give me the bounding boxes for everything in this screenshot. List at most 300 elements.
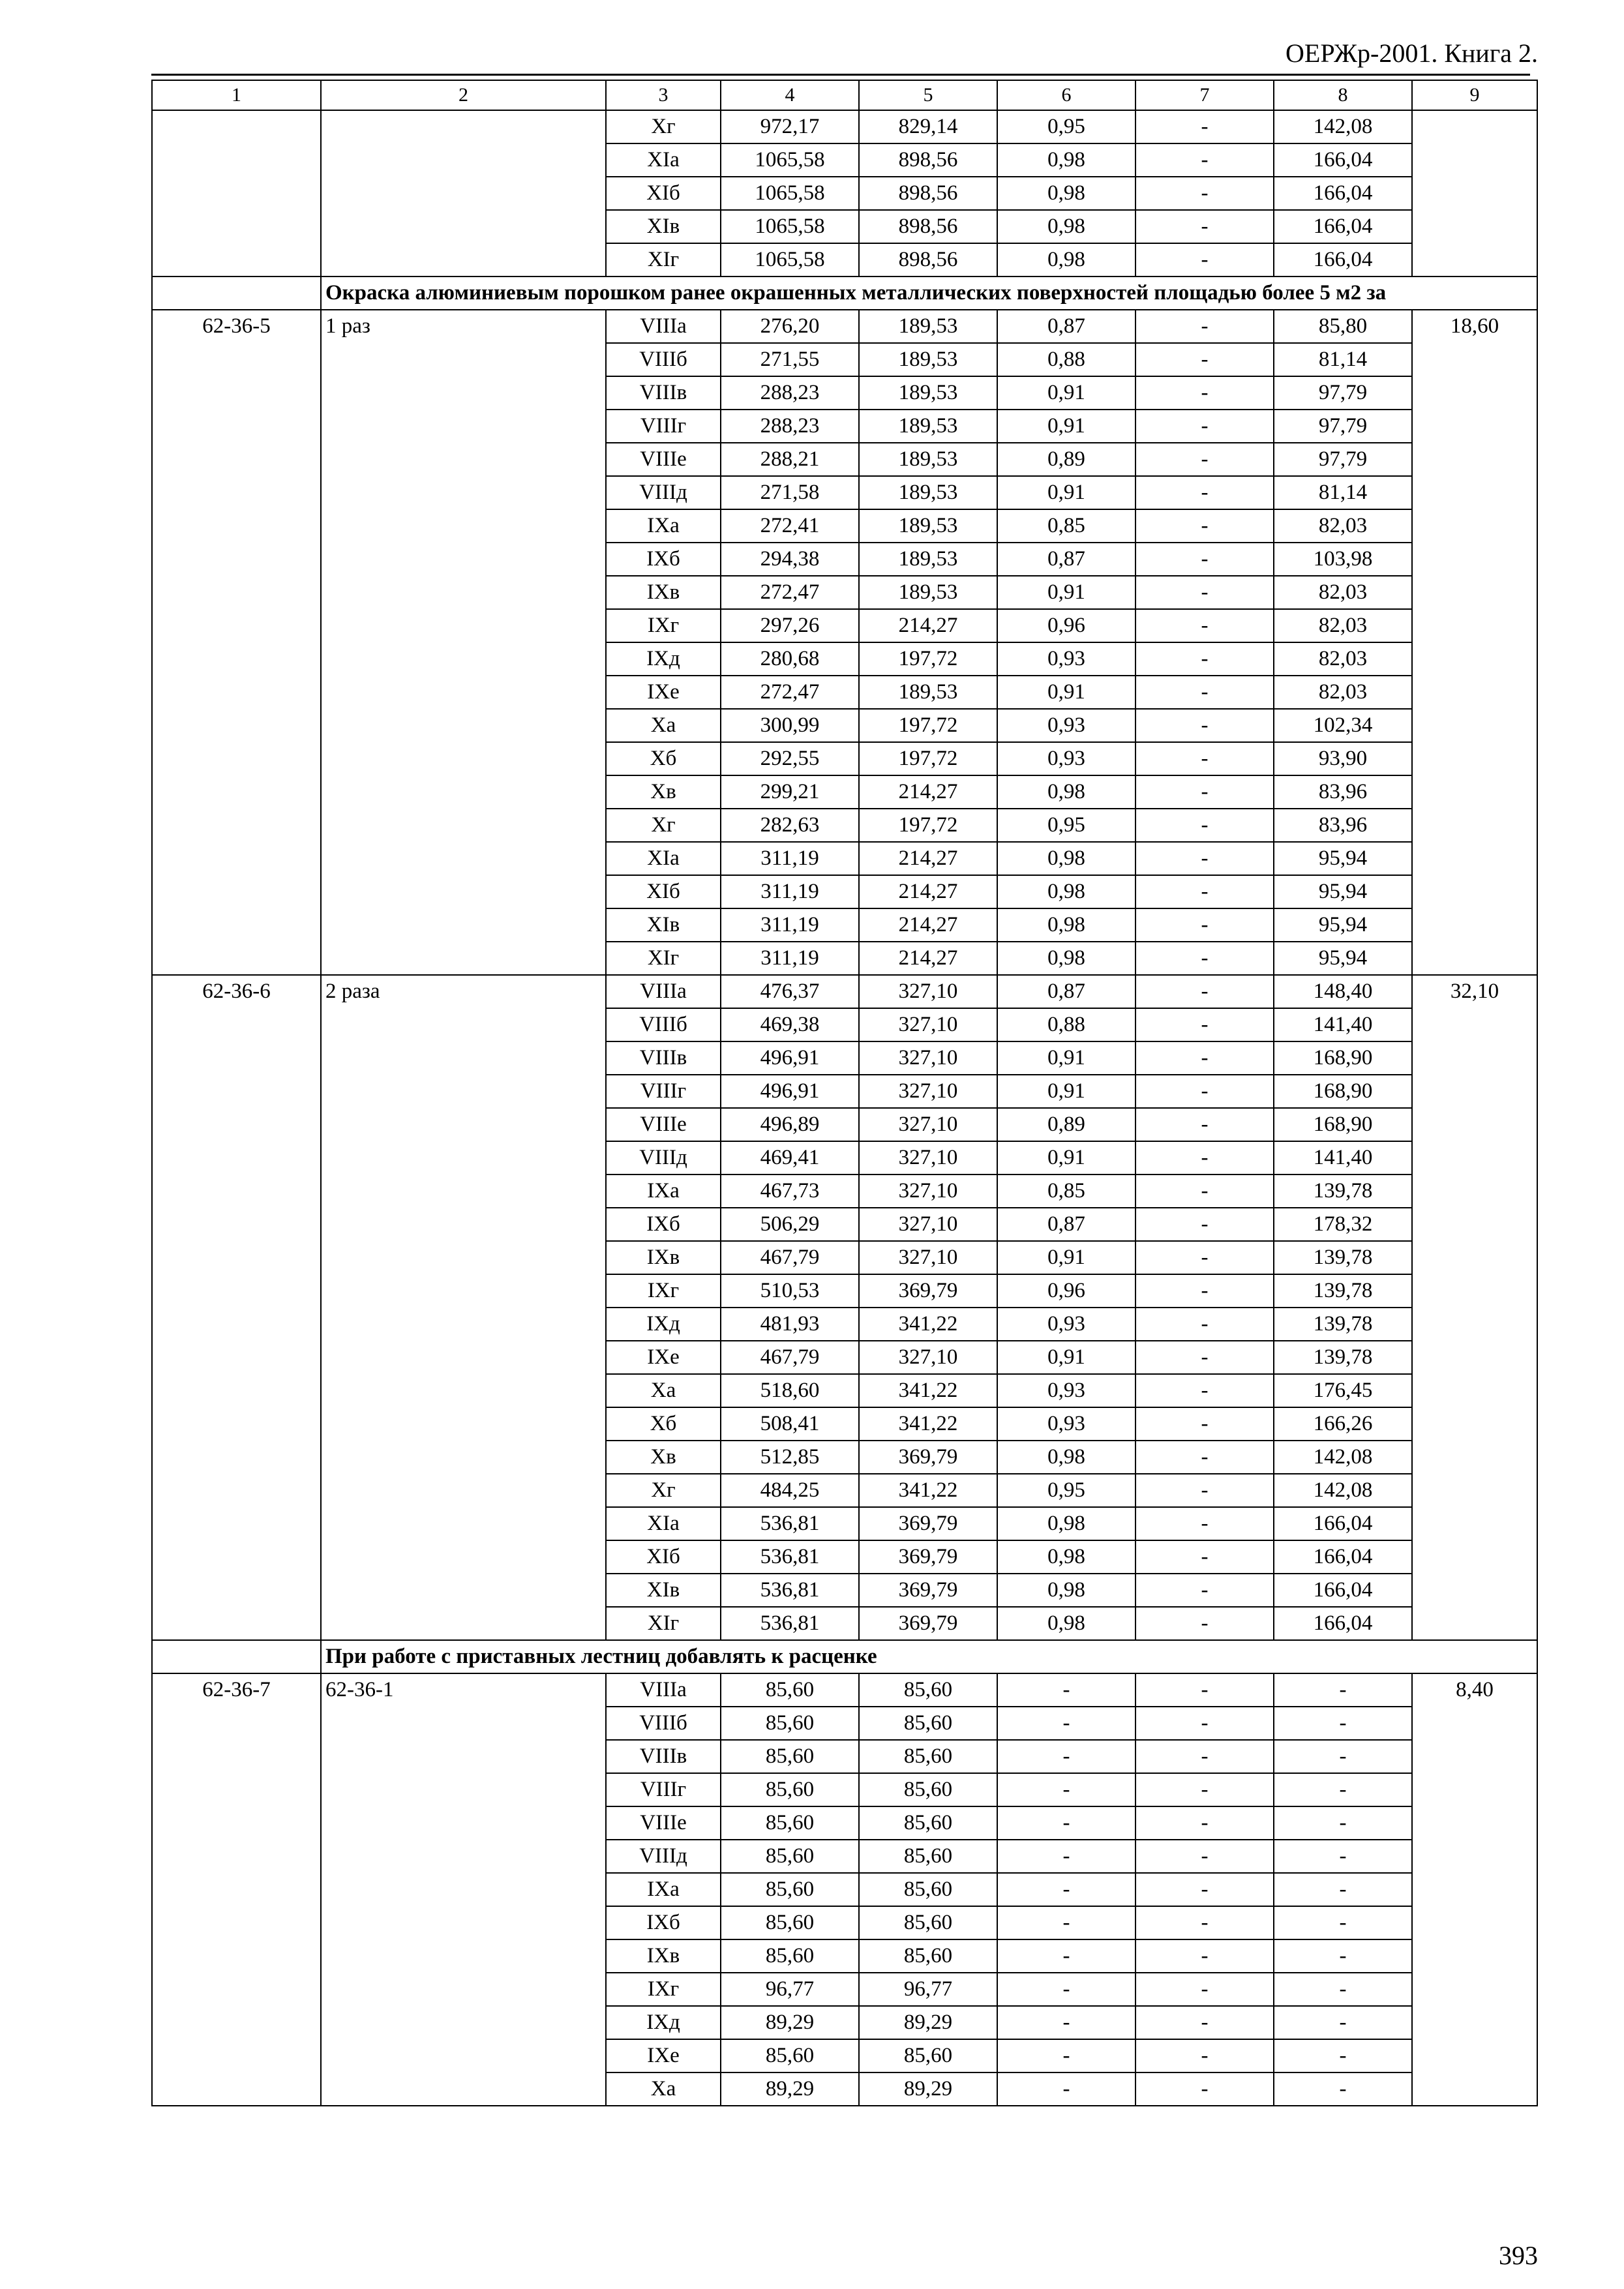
value-cell: - <box>997 1740 1135 1773</box>
value-cell: - <box>997 2039 1135 2072</box>
value-cell: - <box>1274 2039 1412 2072</box>
rate-code: 62-36-6 <box>152 975 321 1640</box>
value-cell: 0,91 <box>997 576 1135 609</box>
zone-cell: IXг <box>606 609 721 642</box>
value-cell: 82,03 <box>1274 576 1412 609</box>
value-cell: 85,60 <box>721 1673 859 1707</box>
value-cell: 271,55 <box>721 343 859 376</box>
value-cell: 189,53 <box>859 543 997 576</box>
value-cell: 0,91 <box>997 676 1135 709</box>
value-cell: 0,85 <box>997 1174 1135 1208</box>
value-cell: - <box>1274 1740 1412 1773</box>
value-cell: 0,98 <box>997 842 1135 875</box>
zone-cell: Xг <box>606 110 721 143</box>
zone-cell: VIIIб <box>606 343 721 376</box>
value-cell: 327,10 <box>859 1141 997 1174</box>
value-cell: 327,10 <box>859 1241 997 1274</box>
value-cell: 327,10 <box>859 1108 997 1141</box>
zone-cell: XIа <box>606 842 721 875</box>
value-cell: 1065,58 <box>721 210 859 243</box>
value-cell: 214,27 <box>859 609 997 642</box>
value-cell: 85,60 <box>859 1773 997 1806</box>
value-cell: - <box>997 1873 1135 1906</box>
zone-cell: IXд <box>606 1308 721 1341</box>
value-cell: 369,79 <box>859 1574 997 1607</box>
zone-cell: VIIIв <box>606 1740 721 1773</box>
work-name: 1 раз <box>321 310 606 975</box>
value-cell: 0,91 <box>997 476 1135 509</box>
value-cell: 0,96 <box>997 609 1135 642</box>
value-cell: 0,91 <box>997 1341 1135 1374</box>
zone-cell: IXе <box>606 2039 721 2072</box>
value-cell: - <box>1135 343 1274 376</box>
value-cell: 176,45 <box>1274 1374 1412 1407</box>
value-cell: 300,99 <box>721 709 859 742</box>
value-cell: - <box>1135 1075 1274 1108</box>
value-cell: - <box>1274 1873 1412 1906</box>
zone-cell: Xб <box>606 742 721 775</box>
value-cell: 341,22 <box>859 1374 997 1407</box>
value-cell: 85,60 <box>859 1873 997 1906</box>
value-cell: - <box>1274 1806 1412 1840</box>
value-cell: - <box>1135 742 1274 775</box>
value-cell: 189,53 <box>859 476 997 509</box>
labor-cost: 32,10 <box>1412 975 1537 1640</box>
value-cell: 280,68 <box>721 642 859 676</box>
zone-cell: VIIIв <box>606 1041 721 1075</box>
zone-cell: VIIIб <box>606 1707 721 1740</box>
value-cell: 141,40 <box>1274 1141 1412 1174</box>
price-table <box>151 80 1538 2106</box>
zone-cell: IXа <box>606 1174 721 1208</box>
value-cell: 178,32 <box>1274 1208 1412 1241</box>
column-number: 5 <box>859 80 997 110</box>
value-cell: 467,73 <box>721 1174 859 1208</box>
value-cell: 327,10 <box>859 1075 997 1108</box>
value-cell: - <box>997 1973 1135 2006</box>
value-cell: - <box>997 1707 1135 1740</box>
zone-cell: VIIIе <box>606 1806 721 1840</box>
value-cell: 97,79 <box>1274 376 1412 410</box>
value-cell: 369,79 <box>859 1607 997 1640</box>
value-cell: 166,04 <box>1274 143 1412 177</box>
value-cell: - <box>997 1939 1135 1973</box>
value-cell: 81,14 <box>1274 476 1412 509</box>
section-row <box>152 1640 1537 1673</box>
value-cell: 189,53 <box>859 576 997 609</box>
value-cell: 0,98 <box>997 942 1135 975</box>
value-cell: 272,41 <box>721 509 859 543</box>
value-cell: 0,91 <box>997 1141 1135 1174</box>
value-cell: 95,94 <box>1274 875 1412 908</box>
value-cell: 85,60 <box>721 2039 859 2072</box>
value-cell: 972,17 <box>721 110 859 143</box>
zone-cell: IXг <box>606 1274 721 1308</box>
value-cell: - <box>1135 842 1274 875</box>
value-cell: - <box>997 1906 1135 1939</box>
value-cell: 97,79 <box>1274 443 1412 476</box>
value-cell: - <box>1135 609 1274 642</box>
value-cell: 142,08 <box>1274 1441 1412 1474</box>
value-cell: 0,93 <box>997 742 1135 775</box>
zone-cell: VIIIд <box>606 1141 721 1174</box>
value-cell: 536,81 <box>721 1540 859 1574</box>
value-cell: 189,53 <box>859 676 997 709</box>
value-cell: 0,87 <box>997 543 1135 576</box>
rate-code: 62-36-7 <box>152 1673 321 2106</box>
zone-cell: IXа <box>606 509 721 543</box>
value-cell: 0,98 <box>997 243 1135 277</box>
value-cell: - <box>1135 1574 1274 1607</box>
value-cell: 189,53 <box>859 443 997 476</box>
value-cell: 829,14 <box>859 110 997 143</box>
value-cell: - <box>1274 1773 1412 1806</box>
value-cell: 82,03 <box>1274 642 1412 676</box>
value-cell: 327,10 <box>859 975 997 1008</box>
value-cell: 369,79 <box>859 1540 997 1574</box>
zone-cell: XIб <box>606 875 721 908</box>
value-cell: - <box>1274 1906 1412 1939</box>
value-cell: - <box>1135 1906 1274 1939</box>
value-cell: - <box>1135 1673 1274 1707</box>
value-cell: 85,60 <box>859 1740 997 1773</box>
zone-cell: IXб <box>606 1906 721 1939</box>
value-cell: 0,93 <box>997 1407 1135 1441</box>
value-cell: - <box>1135 1840 1274 1873</box>
value-cell: 0,91 <box>997 410 1135 443</box>
value-cell: 85,60 <box>859 1840 997 1873</box>
value-cell: 469,41 <box>721 1141 859 1174</box>
value-cell: - <box>1135 875 1274 908</box>
value-cell: 536,81 <box>721 1607 859 1640</box>
value-cell: - <box>1135 1707 1274 1740</box>
value-cell: 0,96 <box>997 1274 1135 1308</box>
value-cell: 85,60 <box>721 1906 859 1939</box>
zone-cell: XIб <box>606 177 721 210</box>
value-cell: 898,56 <box>859 210 997 243</box>
value-cell: 142,08 <box>1274 1474 1412 1507</box>
value-cell: - <box>1135 1873 1274 1906</box>
value-cell: - <box>1135 1308 1274 1341</box>
value-cell: - <box>1274 1939 1412 1973</box>
value-cell: 1065,58 <box>721 177 859 210</box>
column-number: 1 <box>152 80 321 110</box>
value-cell: 369,79 <box>859 1274 997 1308</box>
value-cell: - <box>1135 1141 1274 1174</box>
zone-cell: VIIIе <box>606 443 721 476</box>
value-cell: 85,60 <box>859 1707 997 1740</box>
value-cell: - <box>1135 110 1274 143</box>
zone-cell: IXб <box>606 1208 721 1241</box>
value-cell: 189,53 <box>859 376 997 410</box>
value-cell: - <box>1274 1973 1412 2006</box>
value-cell: 81,14 <box>1274 343 1412 376</box>
zone-cell: Xг <box>606 1474 721 1507</box>
value-cell: 85,60 <box>721 1806 859 1840</box>
value-cell: 85,60 <box>721 1873 859 1906</box>
value-cell: - <box>1135 1341 1274 1374</box>
column-number: 6 <box>997 80 1135 110</box>
value-cell: 0,98 <box>997 143 1135 177</box>
value-cell: - <box>1135 2072 1274 2106</box>
value-cell: 168,90 <box>1274 1075 1412 1108</box>
value-cell: 82,03 <box>1274 676 1412 709</box>
section-title: При работе с приставных лестниц добавлять к расценке <box>321 1640 1537 1673</box>
value-cell: 0,98 <box>997 1540 1135 1574</box>
zone-cell: XIа <box>606 143 721 177</box>
zone-cell: Xа <box>606 2072 721 2106</box>
value-cell: 276,20 <box>721 310 859 343</box>
value-cell: 214,27 <box>859 908 997 942</box>
value-cell: 294,38 <box>721 543 859 576</box>
value-cell: - <box>1135 775 1274 809</box>
value-cell: - <box>1274 2072 1412 2106</box>
value-cell: 292,55 <box>721 742 859 775</box>
value-cell: - <box>1135 1274 1274 1308</box>
value-cell: - <box>1135 975 1274 1008</box>
value-cell: - <box>1135 1008 1274 1041</box>
value-cell: 83,96 <box>1274 809 1412 842</box>
value-cell: 96,77 <box>859 1973 997 2006</box>
value-cell: - <box>1135 709 1274 742</box>
value-cell: 0,95 <box>997 1474 1135 1507</box>
value-cell: 214,27 <box>859 842 997 875</box>
value-cell: 85,60 <box>721 1773 859 1806</box>
value-cell: 0,88 <box>997 343 1135 376</box>
zone-cell: VIIIг <box>606 1075 721 1108</box>
value-cell: 0,93 <box>997 642 1135 676</box>
value-cell: - <box>1135 1174 1274 1208</box>
value-cell: - <box>1135 642 1274 676</box>
value-cell: 496,91 <box>721 1041 859 1075</box>
value-cell: 85,60 <box>859 2039 997 2072</box>
labor-cost: 18,60 <box>1412 310 1537 975</box>
value-cell: 89,29 <box>721 2006 859 2039</box>
value-cell: 0,89 <box>997 1108 1135 1141</box>
value-cell: 327,10 <box>859 1341 997 1374</box>
value-cell: 85,60 <box>721 1740 859 1773</box>
page-number: 393 <box>1499 2241 1538 2270</box>
zone-cell: XIг <box>606 243 721 277</box>
value-cell: 272,47 <box>721 676 859 709</box>
value-cell: - <box>1135 676 1274 709</box>
zone-cell: IXб <box>606 543 721 576</box>
value-cell: - <box>1135 576 1274 609</box>
zone-cell: Xв <box>606 1441 721 1474</box>
value-cell: 189,53 <box>859 410 997 443</box>
value-cell: 103,98 <box>1274 543 1412 576</box>
value-cell: 0,93 <box>997 1308 1135 1341</box>
value-cell: 89,29 <box>859 2072 997 2106</box>
value-cell: 288,23 <box>721 376 859 410</box>
value-cell: - <box>1135 243 1274 277</box>
value-cell: - <box>997 1673 1135 1707</box>
value-cell: 496,91 <box>721 1075 859 1108</box>
value-cell: - <box>1135 1441 1274 1474</box>
zone-cell: VIIIд <box>606 476 721 509</box>
value-cell: 89,29 <box>859 2006 997 2039</box>
value-cell: 282,63 <box>721 809 859 842</box>
zone-cell: XIв <box>606 908 721 942</box>
value-cell: 484,25 <box>721 1474 859 1507</box>
column-number: 9 <box>1412 80 1537 110</box>
value-cell: 536,81 <box>721 1507 859 1540</box>
column-number: 8 <box>1274 80 1412 110</box>
value-cell: 481,93 <box>721 1308 859 1341</box>
column-number: 4 <box>721 80 859 110</box>
value-cell: 166,04 <box>1274 243 1412 277</box>
value-cell: 327,10 <box>859 1208 997 1241</box>
value-cell: 327,10 <box>859 1008 997 1041</box>
value-cell: - <box>1135 1407 1274 1441</box>
value-cell: 288,23 <box>721 410 859 443</box>
value-cell: 271,58 <box>721 476 859 509</box>
value-cell: - <box>997 1840 1135 1873</box>
value-cell: 85,60 <box>721 1939 859 1973</box>
zone-cell: Xг <box>606 809 721 842</box>
value-cell: 0,98 <box>997 177 1135 210</box>
zone-cell: VIIIа <box>606 975 721 1008</box>
zone-cell: VIIIг <box>606 1773 721 1806</box>
value-cell: 166,04 <box>1274 1607 1412 1640</box>
zone-cell: IXг <box>606 1973 721 2006</box>
value-cell: - <box>1135 310 1274 343</box>
value-cell: - <box>1135 1740 1274 1773</box>
zone-cell: IXе <box>606 1341 721 1374</box>
value-cell: 0,87 <box>997 1208 1135 1241</box>
value-cell: 93,90 <box>1274 742 1412 775</box>
labor-cost: 8,40 <box>1412 1673 1537 2106</box>
section-title: Окраска алюминиевым порошком ранее окрашенных металлических поверхностей площадью более 5 м2 за <box>321 277 1537 310</box>
zone-cell: IXв <box>606 1939 721 1973</box>
value-cell: 0,93 <box>997 709 1135 742</box>
value-cell: 139,78 <box>1274 1274 1412 1308</box>
value-cell: 214,27 <box>859 875 997 908</box>
value-cell: - <box>997 2072 1135 2106</box>
value-cell: - <box>1274 1840 1412 1873</box>
work-name: 62-36-1 <box>321 1673 606 2106</box>
zone-cell: XIб <box>606 1540 721 1574</box>
value-cell: 197,72 <box>859 642 997 676</box>
value-cell: - <box>1274 2006 1412 2039</box>
value-cell: - <box>1135 1939 1274 1973</box>
zone-cell: VIIIа <box>606 310 721 343</box>
value-cell: - <box>997 1806 1135 1840</box>
value-cell: 166,04 <box>1274 210 1412 243</box>
value-cell: - <box>1135 2006 1274 2039</box>
value-cell: 341,22 <box>859 1474 997 1507</box>
zone-cell: Xб <box>606 1407 721 1441</box>
value-cell: 0,88 <box>997 1008 1135 1041</box>
value-cell: - <box>1135 443 1274 476</box>
value-cell: 327,10 <box>859 1041 997 1075</box>
value-cell: - <box>1135 476 1274 509</box>
zone-cell: XIг <box>606 1607 721 1640</box>
value-cell: - <box>1135 1374 1274 1407</box>
zone-cell: XIа <box>606 1507 721 1540</box>
value-cell: 288,21 <box>721 443 859 476</box>
table-body <box>152 80 1537 2106</box>
value-cell: 0,91 <box>997 1241 1135 1274</box>
value-cell: 1065,58 <box>721 243 859 277</box>
zone-cell: XIв <box>606 1574 721 1607</box>
value-cell: 214,27 <box>859 775 997 809</box>
value-cell: 369,79 <box>859 1441 997 1474</box>
value-cell: - <box>1135 809 1274 842</box>
value-cell: - <box>1135 1474 1274 1507</box>
value-cell: 85,80 <box>1274 310 1412 343</box>
value-cell: 496,89 <box>721 1108 859 1141</box>
value-cell: 189,53 <box>859 509 997 543</box>
zone-cell: VIIIб <box>606 1008 721 1041</box>
value-cell: - <box>1135 942 1274 975</box>
work-name <box>321 110 606 277</box>
zone-cell: VIIIв <box>606 376 721 410</box>
value-cell: 0,98 <box>997 210 1135 243</box>
value-cell: - <box>1135 210 1274 243</box>
document-header: ОЕРЖр-2001. Книга 2. <box>1286 38 1538 68</box>
value-cell: 476,37 <box>721 975 859 1008</box>
value-cell: 189,53 <box>859 310 997 343</box>
value-cell: 311,19 <box>721 875 859 908</box>
value-cell: 0,91 <box>997 1041 1135 1075</box>
value-cell: - <box>1135 1607 1274 1640</box>
value-cell: 0,98 <box>997 908 1135 942</box>
rate-code <box>152 110 321 277</box>
value-cell: 327,10 <box>859 1174 997 1208</box>
value-cell: 369,79 <box>859 1507 997 1540</box>
zone-cell: IXв <box>606 1241 721 1274</box>
value-cell: 0,93 <box>997 1374 1135 1407</box>
value-cell: 197,72 <box>859 742 997 775</box>
table-row <box>152 110 1537 143</box>
value-cell: 508,41 <box>721 1407 859 1441</box>
value-cell: - <box>1274 1673 1412 1707</box>
value-cell: 1065,58 <box>721 143 859 177</box>
zone-cell: XIг <box>606 942 721 975</box>
value-cell: 166,04 <box>1274 1574 1412 1607</box>
zone-cell: IXа <box>606 1873 721 1906</box>
value-cell: 85,60 <box>859 1906 997 1939</box>
value-cell: - <box>1135 1241 1274 1274</box>
value-cell: - <box>1135 509 1274 543</box>
zone-cell: Xа <box>606 1374 721 1407</box>
value-cell: 311,19 <box>721 842 859 875</box>
value-cell: 506,29 <box>721 1208 859 1241</box>
value-cell: 898,56 <box>859 243 997 277</box>
value-cell: 168,90 <box>1274 1108 1412 1141</box>
value-cell: 0,87 <box>997 310 1135 343</box>
value-cell: - <box>1135 543 1274 576</box>
zone-cell: Xв <box>606 775 721 809</box>
value-cell: 0,98 <box>997 875 1135 908</box>
zone-cell: VIIIд <box>606 1840 721 1873</box>
value-cell: 512,85 <box>721 1441 859 1474</box>
header-rule <box>151 74 1530 76</box>
value-cell: 83,96 <box>1274 775 1412 809</box>
value-cell: 0,89 <box>997 443 1135 476</box>
value-cell: - <box>1135 410 1274 443</box>
value-cell: - <box>1274 1707 1412 1740</box>
value-cell: 272,47 <box>721 576 859 609</box>
value-cell: - <box>1135 177 1274 210</box>
value-cell: 898,56 <box>859 177 997 210</box>
value-cell: 898,56 <box>859 143 997 177</box>
zone-cell: XIв <box>606 210 721 243</box>
value-cell: - <box>1135 143 1274 177</box>
value-cell: 95,94 <box>1274 908 1412 942</box>
column-number: 3 <box>606 80 721 110</box>
